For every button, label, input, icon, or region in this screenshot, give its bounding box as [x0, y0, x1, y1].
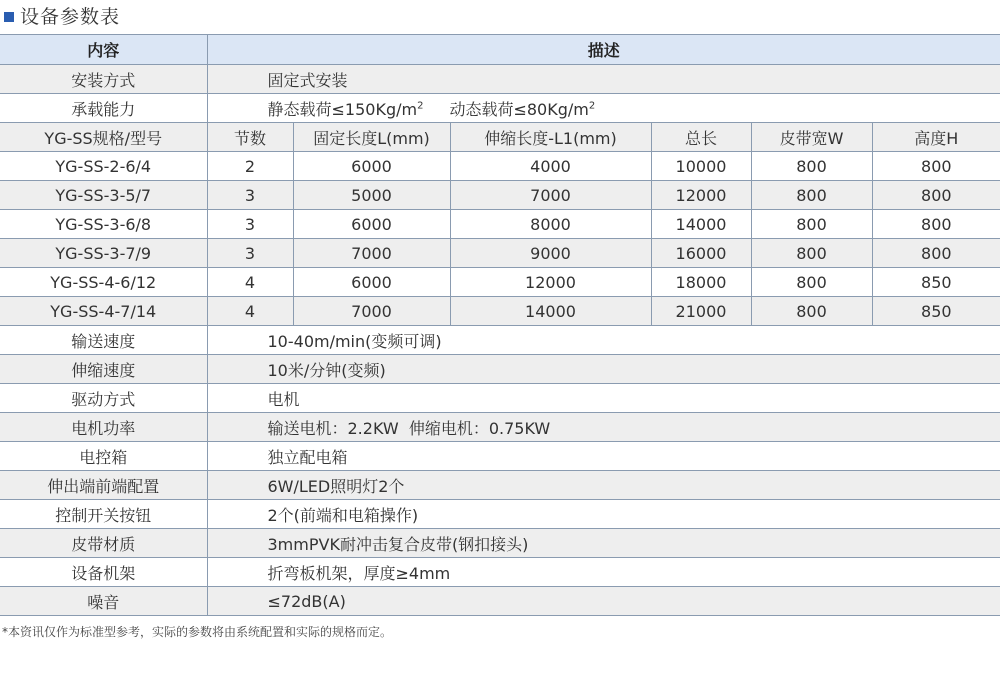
- spec-fixed: 6000: [293, 268, 450, 297]
- dynamic-load: 动态载荷≤80Kg/m: [449, 99, 589, 119]
- table-row: [0, 587, 1000, 616]
- spec-model: YG-SS-3-6/8: [0, 210, 207, 239]
- table-row: [0, 355, 1000, 384]
- spec-model: YG-SS-4-7/14: [0, 297, 207, 326]
- row-label: 皮带材质: [0, 529, 207, 558]
- row-value: 6W/LED照明灯2个: [207, 471, 1000, 500]
- spec-row: [0, 181, 1000, 210]
- page-title: 设备参数表: [20, 5, 121, 28]
- table-row: [0, 442, 1000, 471]
- spec-tele: 14000: [450, 297, 651, 326]
- row-value: 电机: [207, 384, 1000, 413]
- row-value: 2个(前端和电箱操作): [207, 500, 1000, 529]
- row-label: 安装方式: [0, 65, 207, 94]
- table-row: [0, 500, 1000, 529]
- row-label: 电控箱: [0, 442, 207, 471]
- spec-height: 850: [872, 297, 1000, 326]
- spec-belt: 800: [751, 152, 872, 181]
- spec-tele: 8000: [450, 210, 651, 239]
- table-header-row: [0, 35, 1000, 65]
- table-row: [0, 529, 1000, 558]
- spec-header-height: 高度H: [872, 123, 1000, 152]
- table-row: [0, 471, 1000, 500]
- spec-fixed: 7000: [293, 239, 450, 268]
- spec-belt: 800: [751, 239, 872, 268]
- row-value: 3mmPVK耐冲击复合皮带(钢扣接头): [207, 529, 1000, 558]
- spec-sections: 4: [207, 268, 293, 297]
- spec-tele: 9000: [450, 239, 651, 268]
- square-bullet-icon: [4, 12, 14, 22]
- spec-fixed: 7000: [293, 297, 450, 326]
- spec-height: 800: [872, 152, 1000, 181]
- spec-belt: 800: [751, 297, 872, 326]
- row-value: 折弯板机架，厚度≥4mm: [207, 558, 1000, 587]
- table-row: [0, 94, 1000, 123]
- row-label: 输送速度: [0, 326, 207, 355]
- spec-height: 850: [872, 268, 1000, 297]
- spec-height: 800: [872, 181, 1000, 210]
- table-row: [0, 384, 1000, 413]
- spec-tele: 4000: [450, 152, 651, 181]
- spec-fixed: 5000: [293, 181, 450, 210]
- spec-header-telescopic-length: 伸缩长度-L1(mm): [450, 123, 651, 152]
- spec-belt: 800: [751, 268, 872, 297]
- row-label: 驱动方式: [0, 384, 207, 413]
- spec-tele: 12000: [450, 268, 651, 297]
- row-label: 承载能力: [0, 94, 207, 123]
- table-row: [0, 413, 1000, 442]
- spec-model: YG-SS-3-5/7: [0, 181, 207, 210]
- spec-header-model: YG-SS规格/型号: [0, 123, 207, 152]
- row-value: 10-40m/min(变频可调): [207, 326, 1000, 355]
- spec-row: [0, 268, 1000, 297]
- spec-row: [0, 152, 1000, 181]
- row-label: 控制开关按钮: [0, 500, 207, 529]
- spec-total: 16000: [651, 239, 751, 268]
- row-value: ≤72dB(A): [207, 587, 1000, 616]
- spec-fixed: 6000: [293, 210, 450, 239]
- spec-row: [0, 297, 1000, 326]
- header-content: 内容: [0, 35, 207, 65]
- spec-height: 800: [872, 239, 1000, 268]
- spec-row: [0, 239, 1000, 268]
- row-label: 噪音: [0, 587, 207, 616]
- row-value: 输送电机：2.2KW 伸缩电机：0.75KW: [207, 413, 1000, 442]
- spec-belt: 800: [751, 210, 872, 239]
- table-row: [0, 326, 1000, 355]
- static-load-exp: 2: [417, 100, 424, 112]
- row-label: 伸出端前端配置: [0, 471, 207, 500]
- spec-header-fixed-length: 固定长度L(mm): [293, 123, 450, 152]
- spec-total: 14000: [651, 210, 751, 239]
- spec-total: 10000: [651, 152, 751, 181]
- load-capacity-value: [207, 94, 1000, 123]
- spec-height: 800: [872, 210, 1000, 239]
- spec-fixed: 6000: [293, 152, 450, 181]
- footnote: *本资讯仅作为标准型参考，实际的参数将由系统配置和实际的规格而定。: [2, 625, 393, 639]
- spec-total: 12000: [651, 181, 751, 210]
- spec-model: YG-SS-4-6/12: [0, 268, 207, 297]
- spec-sections: 4: [207, 297, 293, 326]
- row-label: 电机功率: [0, 413, 207, 442]
- page-title-bar: [4, 2, 120, 28]
- spec-header-belt-width: 皮带宽W: [751, 123, 872, 152]
- table-row: [0, 65, 1000, 94]
- row-value: 10米/分钟(变频): [207, 355, 1000, 384]
- header-description: 描述: [207, 35, 1000, 65]
- spec-sections: 3: [207, 210, 293, 239]
- spec-tele: 7000: [450, 181, 651, 210]
- spec-model: YG-SS-2-6/4: [0, 152, 207, 181]
- spec-total: 21000: [651, 297, 751, 326]
- dynamic-load-exp: 2: [588, 100, 596, 112]
- spec-sections: 3: [207, 181, 293, 210]
- row-label: 伸缩速度: [0, 355, 207, 384]
- spec-header-row: [0, 123, 1000, 152]
- parameter-table: [0, 34, 1000, 616]
- spec-header-total-length: 总长: [651, 123, 751, 152]
- row-value: 固定式安装: [207, 65, 1000, 94]
- spec-sections: 2: [207, 152, 293, 181]
- row-label: 设备机架: [0, 558, 207, 587]
- row-value: 独立配电箱: [207, 442, 1000, 471]
- spec-header-sections: 节数: [207, 123, 293, 152]
- spec-total: 18000: [651, 268, 751, 297]
- static-load: 静态载荷≤150Kg/m: [267, 99, 418, 119]
- spec-model: YG-SS-3-7/9: [0, 239, 207, 268]
- spec-sections: 3: [207, 239, 293, 268]
- spec-belt: 800: [751, 181, 872, 210]
- table-row: [0, 558, 1000, 587]
- spec-row: [0, 210, 1000, 239]
